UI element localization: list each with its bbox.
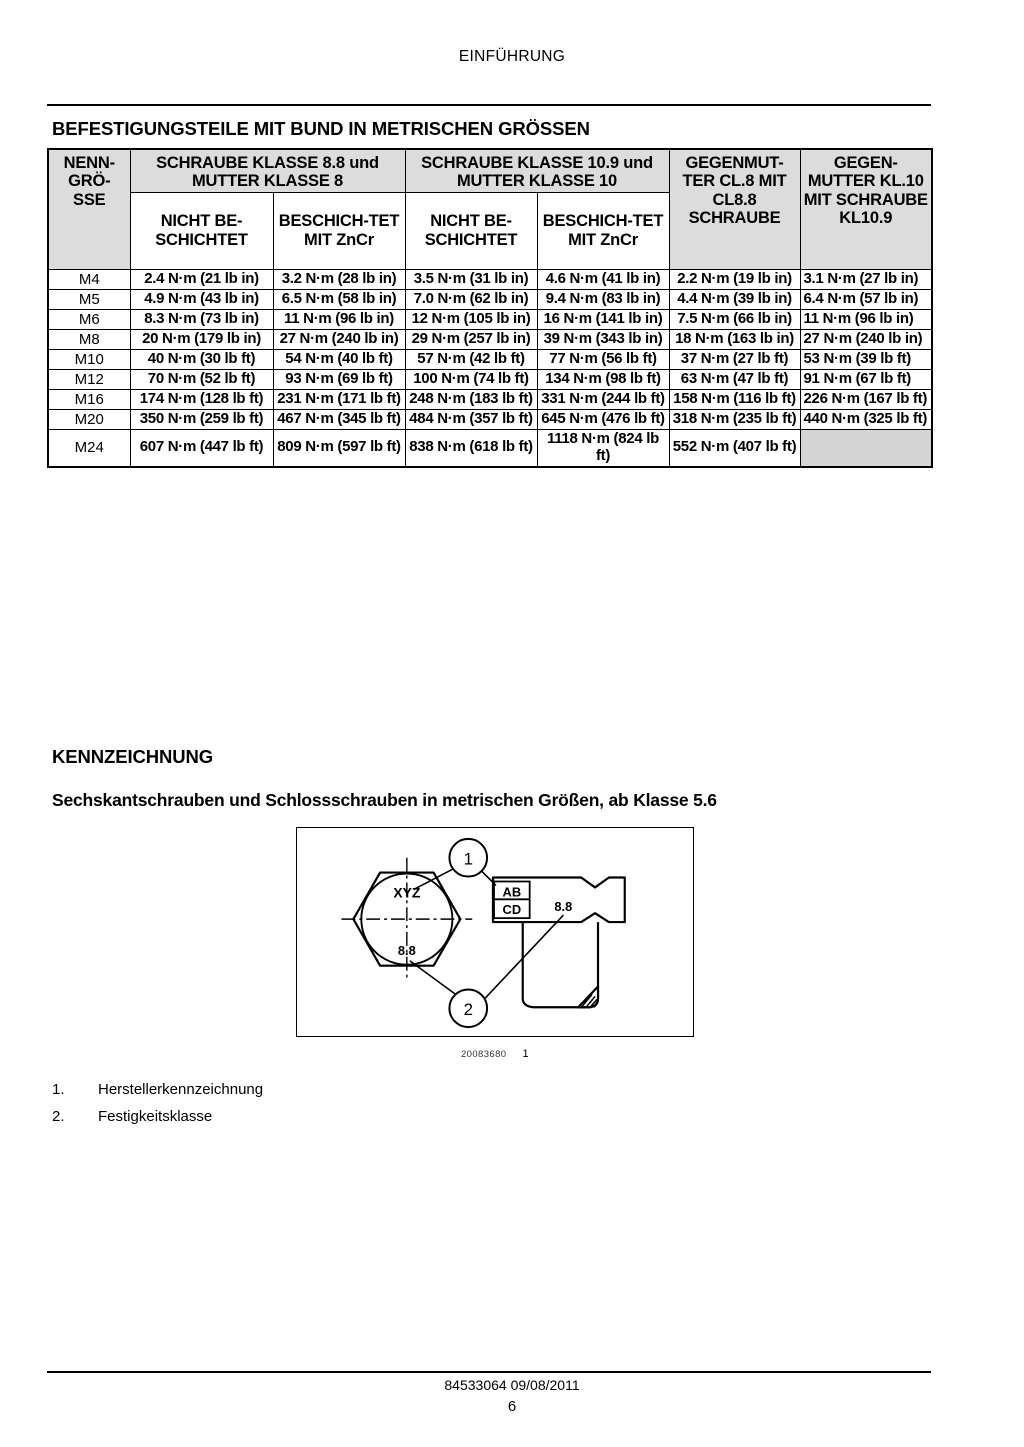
cell-torque-value: 838 N·m (618 lb ft) [405,429,537,466]
table-row [48,429,932,466]
col-header-uncoated-8-8: NICHT BE-SCHICHTET [130,192,273,269]
side-manufacturer-mark-line2: CD [502,902,522,918]
cell-torque-value: 2.4 N·m (21 lb in) [130,269,273,289]
page-header: EINFÜHRUNG [458,48,566,65]
figure-caption [296,1048,694,1060]
cell-torque-value: 27 N·m (240 lb in) [800,329,932,349]
head-manufacturer-mark: XYZ [393,884,421,901]
cell-torque-value: 174 N·m (128 lb ft) [130,389,273,409]
cell-torque-value: 100 N·m (74 lb ft) [405,369,537,389]
cell-torque-value: 57 N·m (42 lb ft) [405,349,537,369]
cell-torque-value: 70 N·m (52 lb ft) [130,369,273,389]
cell-torque-value: 350 N·m (259 lb ft) [130,409,273,429]
table-header-row-groups [48,149,932,192]
footer-divider [47,1371,931,1373]
legend-item [52,1082,572,1097]
marking-section-subtitle: Sechskantschrauben und Schlossschrauben in metrischen Größen, ab Klasse 5.6 [52,790,717,810]
cell-torque-value: 484 N·m (357 lb ft) [405,409,537,429]
marking-section-title: KENNZEICHNUNG [52,746,214,767]
cell-torque-value: 248 N·m (183 lb ft) [405,389,537,409]
cell-torque-value: 467 N·m (345 lb ft) [273,409,405,429]
cell-torque-value: 2.2 N·m (19 lb in) [669,269,800,289]
legend-item [52,1109,572,1124]
cell-torque-value: 40 N·m (30 lb ft) [130,349,273,369]
cell-torque-value: 226 N·m (167 lb ft) [800,389,932,409]
callout-1-label: 1 [463,849,473,869]
cell-torque-value: 53 N·m (39 lb ft) [800,349,932,369]
cell-torque-value: 4.6 N·m (41 lb in) [537,269,669,289]
cell-torque-value: 318 N·m (235 lb ft) [669,409,800,429]
cell-torque-value: 3.5 N·m (31 lb in) [405,269,537,289]
cell-torque-value: 4.4 N·m (39 lb in) [669,289,800,309]
cell-torque-value: 7.0 N·m (62 lb in) [405,289,537,309]
bolt-diagram-svg [297,828,693,1036]
legend-item-number: 1. [52,1081,65,1098]
cell-nominal-size: M10 [48,349,130,369]
table-row [48,409,932,429]
cell-torque-value: 77 N·m (56 lb ft) [537,349,669,369]
col-header-nominal-size [48,149,130,269]
table-row [48,329,932,349]
cell-torque-value: 8.3 N·m (73 lb in) [130,309,273,329]
bolt-marking-figure [296,827,694,1037]
table-row [48,309,932,329]
nominal-size-line-3: SSE [73,190,106,209]
cell-torque-value: 37 N·m (27 lb ft) [669,349,800,369]
cell-torque-value: 440 N·m (325 lb ft) [800,409,932,429]
cell-torque-value: 9.4 N·m (83 lb in) [537,289,669,309]
nominal-size-line-1: NENN- [63,154,115,172]
cell-nominal-size: M6 [48,309,130,329]
cell-torque-value: 20 N·m (179 lb in) [130,329,273,349]
torque-table-wrapper [47,148,931,468]
cell-torque-value: 331 N·m (244 lb ft) [537,389,669,409]
cell-torque-value: 3.2 N·m (28 lb in) [273,269,405,289]
table-row [48,269,932,289]
col-header-grade-10-9: SCHRAUBE KLASSE 10.9 und MUTTER KLASSE 10 [405,149,669,192]
table-row [48,369,932,389]
head-grade-mark: 8.8 [397,942,416,958]
cell-torque-value: 11 N·m (96 lb in) [800,309,932,329]
cell-nominal-size: M20 [48,409,130,429]
cell-torque-value: 1118 N·m (824 lb ft) [537,429,669,466]
cell-nominal-size: M5 [48,289,130,309]
cell-torque-value: 29 N·m (257 lb in) [405,329,537,349]
cell-torque-value [800,429,932,466]
nominal-size-line-2: GRÖ- [68,172,111,191]
cell-nominal-size: M8 [48,329,130,349]
col-header-coated-zncr-10-9: BESCHICH-TET MIT ZnCr [537,192,669,269]
footer-page-number: 6 [507,1398,517,1415]
side-manufacturer-mark-line1: AB [502,884,522,900]
cell-torque-value: 231 N·m (171 lb ft) [273,389,405,409]
cell-torque-value: 7.5 N·m (66 lb in) [669,309,800,329]
cell-nominal-size: M24 [48,429,130,466]
col-header-coated-zncr-8-8: BESCHICH-TET MIT ZnCr [273,192,405,269]
cell-torque-value: 39 N·m (343 lb in) [537,329,669,349]
cell-torque-value: 54 N·m (40 lb ft) [273,349,405,369]
cell-torque-value: 607 N·m (447 lb ft) [130,429,273,466]
side-grade-mark: 8.8 [554,899,573,915]
table-header [48,149,932,269]
col-header-locknut-kl10: GEGEN-MUTTER KL.10 MIT SCHRAUBE KL10.9 [800,149,932,269]
figure-id: 20083680 [461,1049,507,1060]
legend-item-text: Herstellerkennzeichnung [98,1081,264,1098]
cell-torque-value: 11 N·m (96 lb in) [273,309,405,329]
cell-torque-value: 27 N·m (240 lb in) [273,329,405,349]
cell-torque-value: 134 N·m (98 lb ft) [537,369,669,389]
cell-torque-value: 4.9 N·m (43 lb in) [130,289,273,309]
figure-legend-list [52,1082,572,1136]
cell-torque-value: 552 N·m (407 lb ft) [669,429,800,466]
callout-2-label: 2 [463,1000,473,1020]
cell-torque-value: 12 N·m (105 lb in) [405,309,537,329]
cell-torque-value: 3.1 N·m (27 lb in) [800,269,932,289]
table-row [48,389,932,409]
col-header-locknut-cl8: GEGENMUT-TER CL.8 MIT CL8.8 SCHRAUBE [669,149,800,269]
torque-table [47,148,933,468]
cell-torque-value: 93 N·m (69 lb ft) [273,369,405,389]
col-header-uncoated-10-9: NICHT BE-SCHICHTET [405,192,537,269]
col-header-grade-8-8: SCHRAUBE KLASSE 8.8 und MUTTER KLASSE 8 [130,149,405,192]
cell-torque-value: 158 N·m (116 lb ft) [669,389,800,409]
table-body [48,269,932,466]
figure-number: 1 [522,1048,529,1060]
cell-torque-value: 809 N·m (597 lb ft) [273,429,405,466]
cell-nominal-size: M12 [48,369,130,389]
cell-nominal-size: M4 [48,269,130,289]
cell-torque-value: 91 N·m (67 lb ft) [800,369,932,389]
section-title: BEFESTIGUNGSTEILE MIT BUND IN METRISCHEN GRÖSSEN [52,118,590,139]
header-divider [47,104,931,106]
table-row [48,349,932,369]
cell-torque-value: 16 N·m (141 lb in) [537,309,669,329]
cell-torque-value: 6.5 N·m (58 lb in) [273,289,405,309]
table-row [48,289,932,309]
legend-item-number: 2. [52,1108,65,1125]
cell-torque-value: 645 N·m (476 lb ft) [537,409,669,429]
legend-item-text: Festigkeitsklasse [98,1108,213,1125]
cell-torque-value: 18 N·m (163 lb in) [669,329,800,349]
footer-document-id: 84533064 09/08/2011 [444,1377,580,1393]
cell-torque-value: 6.4 N·m (57 lb in) [800,289,932,309]
cell-torque-value: 63 N·m (47 lb ft) [669,369,800,389]
cell-nominal-size: M16 [48,389,130,409]
